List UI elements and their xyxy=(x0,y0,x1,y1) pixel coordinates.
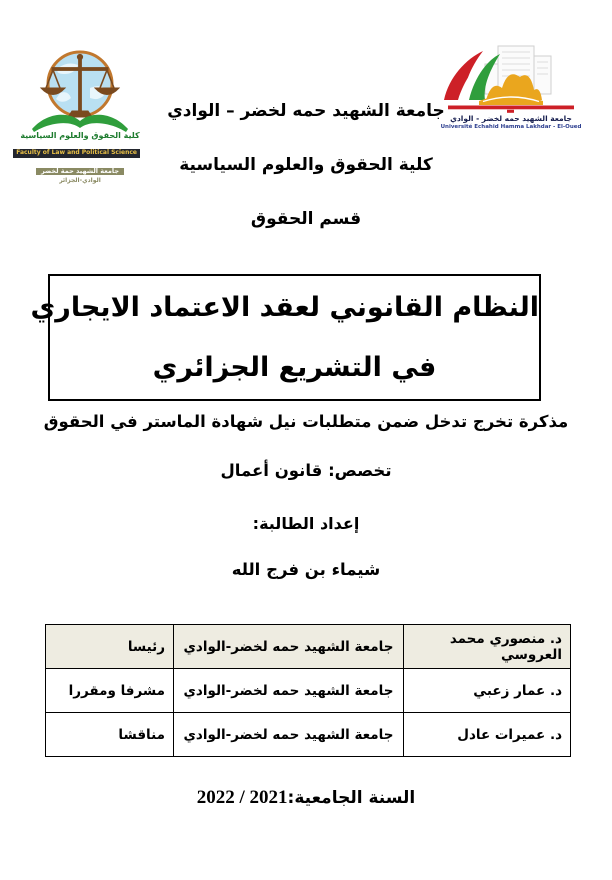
jury-row-examiner xyxy=(46,713,571,757)
thesis-description-line: مذكرة تخرج تدخل ضمن متطلبات نيل شهادة الماستر في الحقوق xyxy=(43,412,569,431)
university-logo-name-ar: جامعة الشهيد حمه لخضر - الوادي xyxy=(450,114,572,123)
prepared-by-label: إعداد الطالبة: xyxy=(252,514,360,533)
jury-role-cell: رئيسا xyxy=(46,625,174,669)
faculty-logo-name-ar: كلية الحقوق والعلوم السياسية xyxy=(20,131,140,140)
academic-year-value: 2021 / 2022 xyxy=(196,787,288,808)
faculty-logo-university: جامعة الشهيد حمة لخضر xyxy=(36,168,124,175)
jury-affiliation-cell: جامعة الشهيد حمه لخضر-الوادي xyxy=(174,713,404,757)
jury-affiliation-cell: جامعة الشهيد حمه لخضر-الوادي xyxy=(174,669,404,713)
jury-row-president xyxy=(46,625,571,669)
department-name-line: قسم الحقوق xyxy=(250,209,362,229)
university-logo-name-fr: Université Echahid Hamma Lakhdar - El-Oued xyxy=(440,124,582,130)
academic-year-label: السنة الجامعية: xyxy=(287,788,416,808)
student-name: شيماء بن فرج الله xyxy=(231,560,381,579)
jury-affiliation-cell: جامعة الشهيد حمه لخضر-الوادي xyxy=(174,625,404,669)
faculty-logo-name-en: Faculty of Law and Political Science xyxy=(13,149,140,158)
thesis-title-box xyxy=(30,274,541,401)
specialty-line: تخصص: قانون أعمال xyxy=(220,461,392,480)
thesis-title-line1: النظام القانوني لعقد الاعتماد الايجاري xyxy=(30,292,539,323)
jury-role-cell: مشرفا ومقررا xyxy=(46,669,174,713)
jury-name-cell: د. منصوري محمد العروسي xyxy=(404,625,571,669)
jury-name-cell: د. عمار زعبي xyxy=(404,669,571,713)
faculty-logo-graphic xyxy=(30,48,130,134)
university-name-line: جامعة الشهيد حمه لخضر – الوادي xyxy=(167,101,445,121)
thesis-title-line2: في التشريع الجزائري xyxy=(152,352,437,383)
faculty-logo-location: الوادي-الجزائر xyxy=(59,176,101,184)
jury-name-cell: د. عميرات عادل xyxy=(404,713,571,757)
jury-row-supervisor xyxy=(46,669,571,713)
jury-table xyxy=(45,624,571,757)
faculty-name-line: كلية الحقوق والعلوم السياسية xyxy=(179,155,433,175)
academic-year-line xyxy=(0,787,612,809)
jury-role-cell: مناقشا xyxy=(46,713,174,757)
